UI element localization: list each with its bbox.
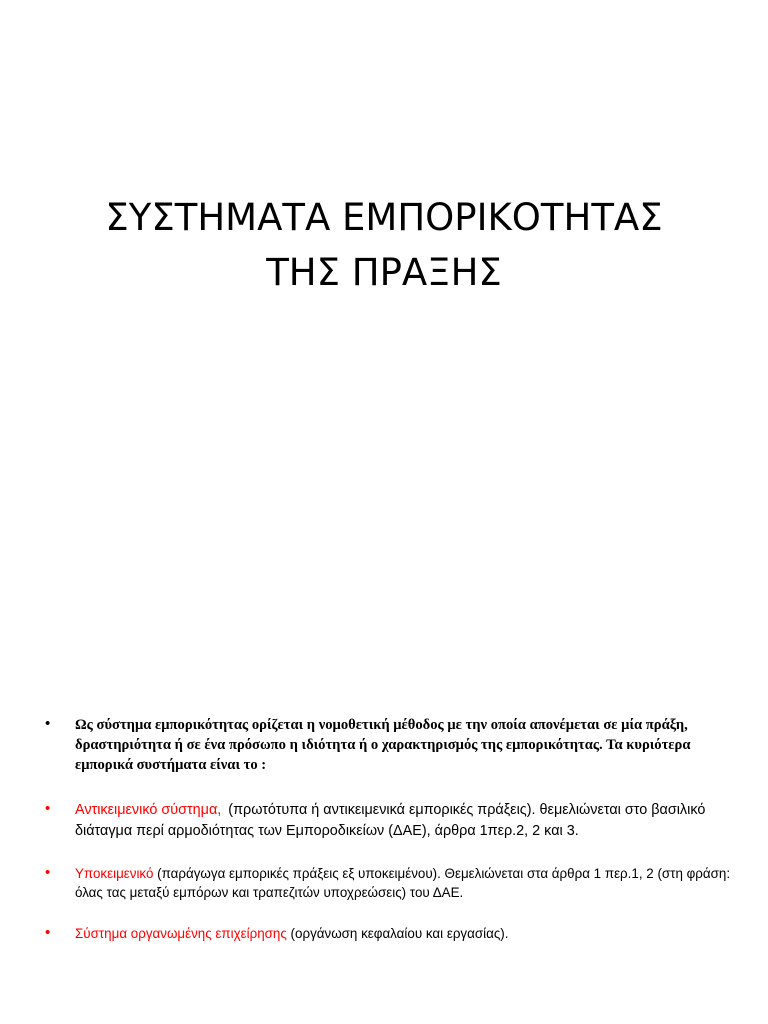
bullet-objective-system	[42, 800, 732, 842]
bullet-organized-enterprise-system	[42, 924, 732, 943]
bullet-text: (παράγωγα εμπορικές πράξεις εξ υποκειμένου). Θεμελιώνεται στα άρθρα 1 περ.1, 2 (στη φράση: όλας τας μεταξύ εμπόρων και τραπεζιτών υποχρεώσεις) του ΔΑΕ.	[75, 866, 731, 900]
bullet-marker: •	[45, 864, 51, 881]
bullet-text: (οργάνωση κεφαλαίου και εργασίας).	[286, 926, 509, 941]
slide-title-line-2: ΤΗΣ ΠΡΑΞΗΣ	[266, 251, 502, 294]
bullet-list	[42, 715, 732, 943]
bullet-subjective-system	[42, 864, 732, 902]
slide-title	[0, 190, 768, 300]
bullet-prefix: Ως	[75, 717, 97, 733]
bullet-term: Υποκειμενικό	[75, 866, 154, 881]
bullet-marker: •	[45, 716, 51, 732]
bullet-term: Σύστημα οργανωμένης επιχείρησης	[75, 926, 287, 941]
bullet-text: (πρωτότυπα ή αντικειμενικά εμπορικές πράξεις). θεμελιώνεται στο βασιλικό διάταγμα περί αρμοδιότητας των Εμποροδικείων (ΔΑΕ), άρθρα 1περ.2, 2 και 3.	[75, 802, 706, 839]
bullet-marker: •	[45, 800, 51, 817]
bullet-bold-term: σύστημα εμπορικότητας ορίζεται	[96, 717, 304, 733]
bullet-definition	[42, 715, 732, 775]
bullet-marker: •	[45, 924, 51, 941]
bullet-term: Αντικειμενικό σύστημα,	[75, 802, 222, 818]
bullet-text: η νομοθετική μέθοδος με την οποία απονέμεται σε μία πράξη, δραστηριότητα ή σε ένα πρόσωπο η ιδιότητα ή ο χαρακτηρισμός της εμπορικότητας. Τα κυριότερα εμπορικά συστήματα είναι το :	[75, 717, 691, 773]
slide-title-line-1: ΣΥΣΤΗΜΑΤΑ ΕΜΠΟΡΙΚΟΤΗΤΑΣ	[105, 196, 663, 239]
